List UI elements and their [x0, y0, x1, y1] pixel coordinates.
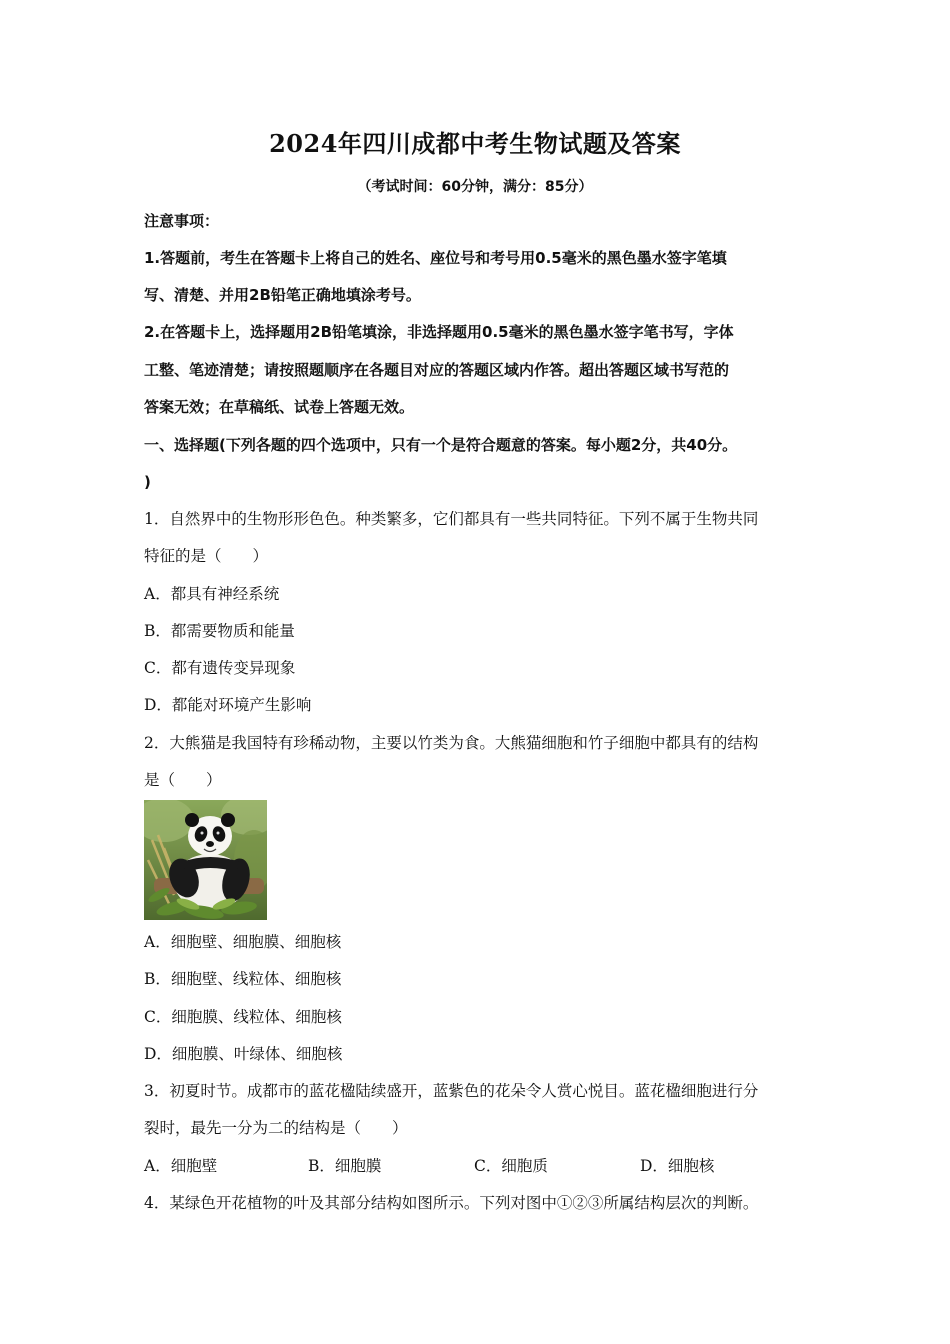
notice-line: 1.答题前，考生在答题卡上将自己的姓名、座位号和考号用0.5毫米的黑色墨水签字笔填: [144, 249, 727, 267]
question-2-stem-cont: 是（ ）: [144, 771, 222, 789]
question-1-option-b: B．都需要物质和能量: [144, 622, 295, 640]
question-2-option-d: D．细胞膜、叶绿体、细胞核: [144, 1045, 343, 1063]
notice-line: 答案无效；在草稿纸、试卷上答题无效。: [144, 398, 415, 416]
question-1-stem: 1．自然界中的生物形形色色。种类繁多，它们都具有一些共同特征。下列不属于生物共同: [144, 510, 759, 528]
notice-line: 工整、笔迹清楚；请按照题顺序在各题目对应的答题区域内作答。超出答题区域书写范的: [144, 361, 730, 379]
question-3-option-b: B．细胞膜: [308, 1157, 382, 1175]
question-2-option-a: A．细胞壁、细胞膜、细胞核: [144, 933, 342, 951]
question-1-option-c: C．都有遗传变异现象: [144, 659, 296, 677]
question-3-option-a: A．细胞壁: [144, 1157, 218, 1175]
notice-line: 写、清楚、并用2B铅笔正确地填涂考号。: [144, 286, 421, 304]
question-2-option-b: B．细胞壁、线粒体、细胞核: [144, 970, 342, 988]
question-4-stem: 4．某绿色开花植物的叶及其部分结构如图所示。下列对图中①②③所属结构层次的判断。: [144, 1194, 759, 1212]
question-3-options: [144, 1155, 824, 1177]
question-3-stem: 3．初夏时节。成都市的蓝花楹陆续盛开，蓝紫色的花朵令人赏心悦目。蓝花楹细胞进行分: [144, 1082, 759, 1100]
question-3-stem-cont: 裂时，最先一分为二的结构是（ ）: [144, 1119, 408, 1137]
question-1-stem-cont: 特征的是（ ）: [144, 547, 269, 565]
question-1-option-d: D．都能对环境产生影响: [144, 696, 312, 714]
question-3-option-d: D．细胞核: [640, 1157, 715, 1175]
question-2-stem: 2．大熊猫是我国特有珍稀动物，主要以竹类为食。大熊猫细胞和竹子细胞中都具有的结构: [144, 734, 759, 752]
section-heading-cont: ): [144, 473, 151, 491]
exam-info: （考试时间：60分钟，满分：85分）: [357, 179, 593, 195]
page-title: 2024年四川成都中考生物试题及答案: [269, 129, 681, 158]
giant-panda-photo: [144, 800, 267, 920]
question-1-option-a: A．都具有神经系统: [144, 585, 280, 603]
question-2-option-c: C．细胞膜、线粒体、细胞核: [144, 1008, 342, 1026]
notice-heading: 注意事项：: [144, 212, 220, 230]
section-heading: 一、选择题(下列各题的四个选项中，只有一个是符合题意的答案。每小题2分，共40分。: [144, 436, 738, 454]
notice-line: 2.在答题卡上，选择题用2B铅笔填涂，非选择题用0.5毫米的黑色墨水签字笔书写，字体: [144, 323, 734, 341]
question-3-option-c: C．细胞质: [474, 1157, 548, 1175]
